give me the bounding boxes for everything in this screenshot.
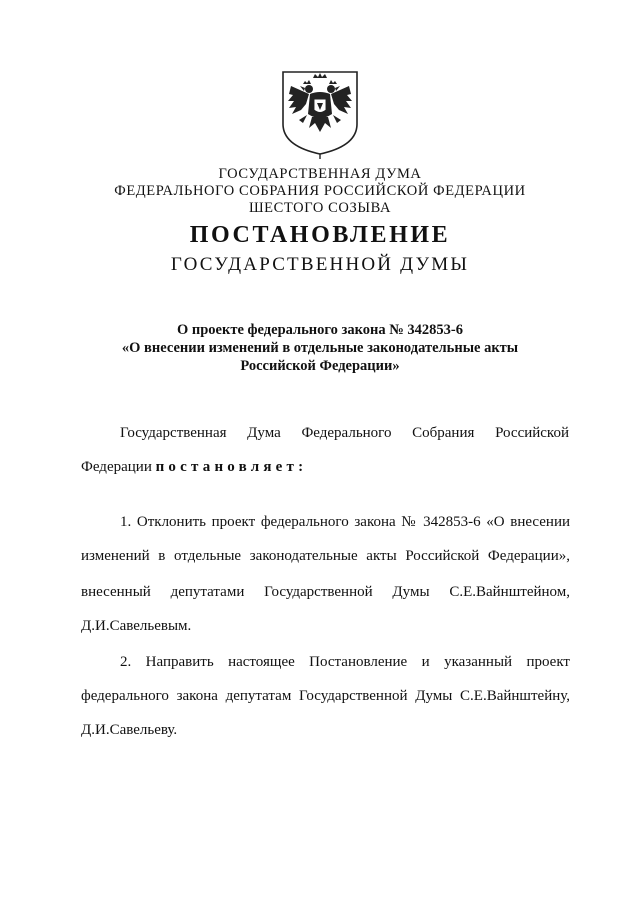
document-issuer: ГОСУДАРСТВЕННОЙ ДУМЫ [170, 254, 470, 275]
resolves-verb: постановляет: [155, 459, 308, 475]
item-2-line-3: Д.И.Савельеву. [81, 722, 178, 738]
preamble-text: Федерации [81, 459, 152, 475]
document-type: ПОСТАНОВЛЕНИЕ [189, 222, 451, 248]
item-1-line-4: Д.И.Савельевым. [81, 618, 192, 634]
subject-line-1: О проекте федерального закона № 342853-6 [176, 322, 464, 338]
item-1-line-1: 1. Отклонить проект федерального закона № 342853-6 «О внесении [120, 514, 570, 530]
preamble-line-1: Государственная Дума Федерального Собрания Российской [120, 425, 569, 441]
coat-of-arms-icon [279, 68, 361, 160]
item-1-line-2: изменений в отдельные законодательные акты Российской Федерации», [81, 548, 570, 564]
subject-line-3: Российской Федерации» [240, 358, 400, 374]
assembly-name: ФЕДЕРАЛЬНОГО СОБРАНИЯ РОССИЙСКОЙ ФЕДЕРАЦИИ [114, 183, 526, 199]
convocation: ШЕСТОГО СОЗЫВА [248, 200, 392, 216]
item-2-line-1: 2. Направить настоящее Постановление и указанный проект [120, 654, 570, 670]
preamble-line-2 [81, 459, 307, 476]
subject-line-2: «О внесении изменений в отдельные законодательные акты [121, 340, 519, 356]
item-2-line-2: федерального закона депутатам Государственной Думы С.Е.Вайнштейну, [81, 688, 570, 704]
item-1-line-3: внесенный депутатами Государственной Думы С.Е.Вайнштейном, [81, 584, 570, 600]
parliament-name: ГОСУДАРСТВЕННАЯ ДУМА [218, 166, 422, 182]
